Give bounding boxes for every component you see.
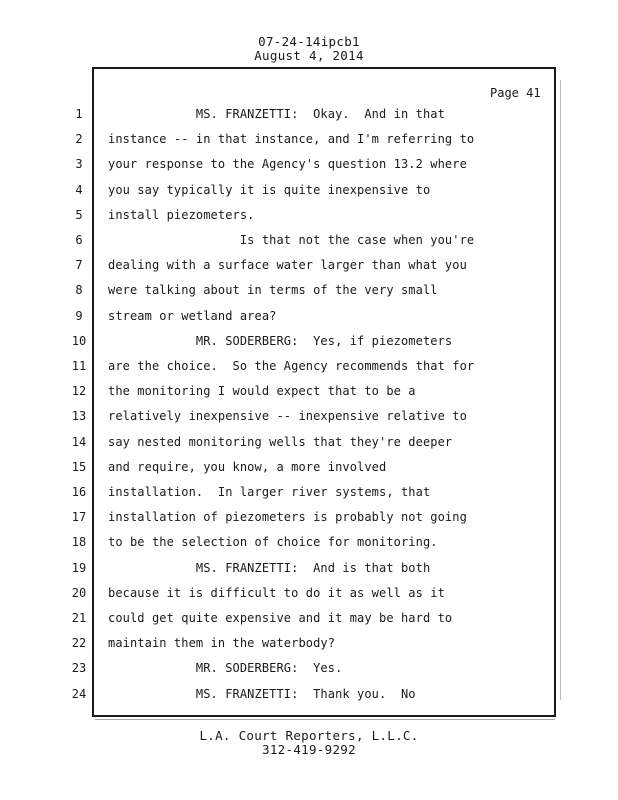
line-number: 8 [75,283,83,298]
line-text: MS. FRANZETTI: Thank you. No [108,686,416,701]
line-text: installation. In larger river systems, that [108,485,431,499]
line-number: 9 [75,308,83,323]
line-text: MS. FRANZETTI: And is that both [108,560,431,575]
line-number: 24 [71,686,87,701]
line-number: 15 [71,459,87,474]
line-text: the monitoring I would expect that to be a [108,384,416,399]
line-text: dealing with a surface water larger than what you [108,258,467,273]
header-date: August 4, 2014 [254,48,364,63]
line-number: 10 [71,333,87,348]
line-number: 3 [75,157,83,172]
line-text: were talking about in terms of the very small [108,283,438,298]
line-text: you say typically it is quite inexpensive to [108,182,431,197]
line-text: MR. SODERBERG: Yes. [108,661,343,676]
line-number: 14 [71,434,87,449]
line-number: 2 [75,132,83,147]
line-number: 16 [71,485,87,499]
line-text: your response to the Agency's question 13.2 where [108,157,467,172]
scan-edge-mark [560,80,561,700]
line-text: install piezometers. [108,207,255,222]
line-text: MS. FRANZETTI: Okay. And in that [108,107,445,121]
footer-reporter: L.A. Court Reporters, L.L.C. [199,728,419,743]
line-text: Is that not the case when you're [108,233,475,247]
line-number: 4 [75,182,83,197]
line-text: and require, you know, a more involved [108,459,387,474]
line-text: say nested monitoring wells that they're deeper [108,434,453,449]
line-number: 7 [75,258,83,273]
line-text: because it is difficult to do it as well as it [108,585,445,600]
line-number: 23 [71,661,87,676]
line-text: maintain them in the waterbody? [108,636,336,651]
line-number: 21 [71,611,87,625]
line-text: installation of piezometers is probably not going [108,510,467,525]
line-number: 18 [71,535,87,550]
scan-bottom-mark [95,719,555,720]
line-number: 13 [71,409,87,424]
line-number: 22 [71,636,87,651]
line-text: are the choice. So the Agency recommends that for [108,359,475,373]
line-number: 11 [71,359,87,373]
header-case-number: 07-24-14ipcb1 [258,34,360,49]
line-number: 19 [71,560,87,575]
line-number: 20 [71,585,87,600]
line-text: to be the selection of choice for monitoring. [108,535,438,550]
line-text: could get quite expensive and it may be hard to [108,611,453,625]
line-text: relatively inexpensive -- inexpensive relative to [108,409,467,424]
line-number: 1 [75,107,83,121]
footer-phone: 312-419-9292 [262,742,356,757]
line-number: 12 [71,384,87,399]
line-text: stream or wetland area? [108,308,277,323]
page-number: Page 41 [490,86,541,100]
line-number: 5 [75,207,83,222]
line-text: MR. SODERBERG: Yes, if piezometers [108,333,453,348]
line-text: instance -- in that instance, and I'm referring to [108,132,475,147]
line-number: 17 [71,510,87,525]
line-number: 6 [75,233,83,247]
